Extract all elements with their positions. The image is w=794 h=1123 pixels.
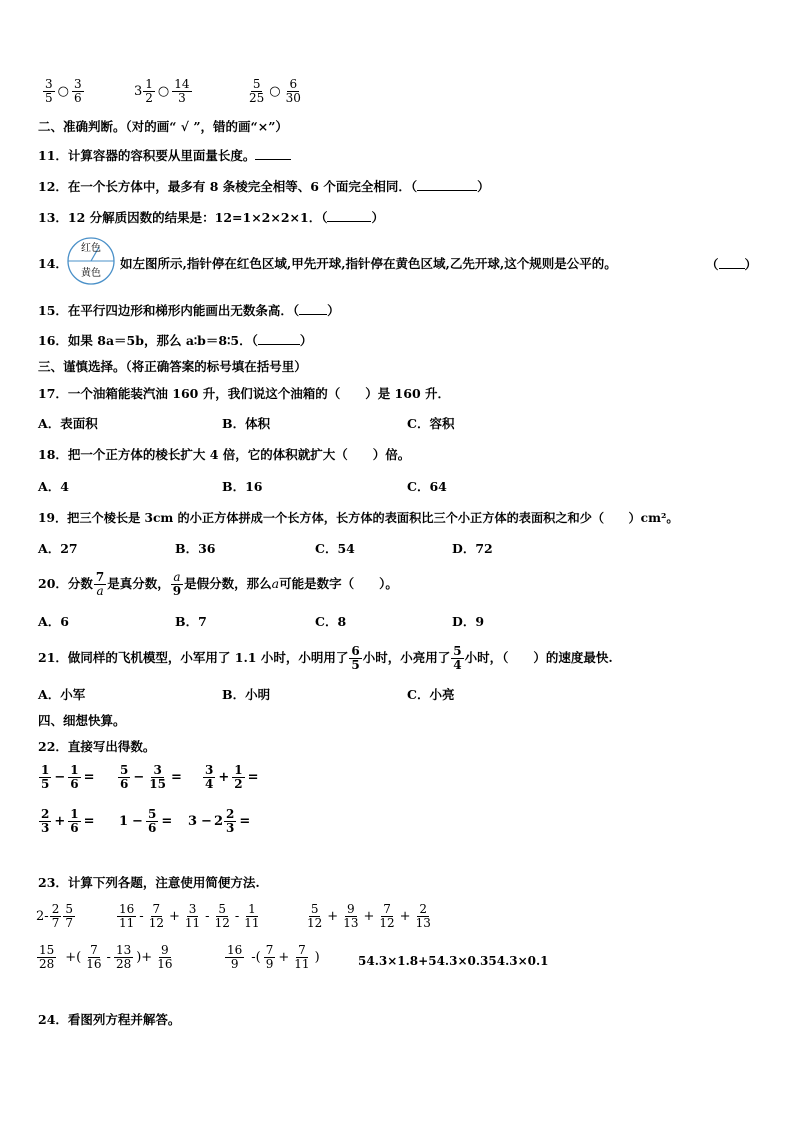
option-c[interactable]: C．8 [315, 614, 347, 629]
question-15: 15．在平行四边形和梯形内能画出无数条高．（ ） [38, 303, 340, 318]
problem-6: 54.3×1.8+54.3×0.354.3×0.1 [358, 954, 549, 968]
question-20: 20．分数 $\frac{7}{a}$ 是真分数， $\frac{a}{9}$ 是假分数，那么a可能是数字（ ）。 [38, 570, 398, 598]
fraction: $\frac{6}{30}$ [285, 77, 301, 105]
question-22-title: 22．直接写出得数。 [38, 739, 156, 754]
question-14-text: 如左图所示,指针停在红色区域,甲先开球,指针停在黄色区域,乙先开球,这个规则是公平的。 [120, 256, 617, 271]
option-d[interactable]: D．9 [452, 614, 485, 629]
question-12: 12．在一个长方体中，最多有 8 条棱完全相等、6 个面完全相同．（ ） [38, 179, 490, 194]
question-17: 17．一个油箱能装汽油 160 升，我们说这个油箱的（ ）是 160 升． [38, 386, 450, 401]
section-2-title: 二、准确判断。（对的画“ √ ”，错的画“×”） [38, 119, 288, 134]
question-21: 21．做同样的飞机模型，小军用了 1.1 小时，小明用了 $\frac{6}{5}$ 小时，小亮用了 $\frac{5}{4}$ 小时，（ ）的速度最快. [38, 644, 613, 672]
option-a[interactable]: A．表面积 [38, 416, 98, 431]
pie-label-red: 红色 [81, 243, 101, 254]
fraction: $\frac{14}{3}$ [174, 77, 190, 105]
question-23-title: 23．计算下列各题，注意使用简便方法. [38, 875, 260, 890]
fraction: $\frac{1}{2}$ [145, 77, 153, 105]
option-b[interactable]: B．小明 [222, 687, 271, 702]
pie-label-yellow: 黄色 [81, 268, 101, 279]
question-18: 18．把一个正方体的棱长扩大 4 倍，它的体积就扩大（ ）倍。 [38, 447, 411, 462]
option-a[interactable]: A．小军 [38, 687, 86, 702]
question-19: 19．把三个棱长是 3cm 的小正方体拼成一个长方体，长方体的表面积比三个小正方体的表面积之和少（ ）cm²。 [38, 511, 679, 525]
expression-6: 3 − 2 $\frac{2}{3}$ = [188, 807, 251, 835]
answer-blank[interactable] [255, 147, 291, 160]
fraction: $\frac{7}{a}$ [95, 570, 105, 598]
problem-2: $\frac{16}{11}$ - $\frac{7}{12}$ + $\frac{3}{11}$ - $\frac{5}{12}$ - $\frac{1}{11}$ [119, 902, 260, 930]
option-c[interactable]: C．64 [407, 479, 447, 494]
fraction: $\frac{6}{5}$ [351, 644, 360, 672]
section-3-title: 三、谨慎选择。（将正确答案的标号填在括号里） [38, 359, 307, 374]
compare-circle[interactable]: ○ [57, 83, 69, 99]
compare-circle[interactable]: ○ [157, 83, 170, 99]
answer-blank[interactable] [258, 332, 300, 345]
compare-item-2: 3 $\frac{1}{2}$ ○ $\frac{14}{3}$ [134, 77, 190, 105]
fraction: $\frac{a}{9}$ [172, 570, 182, 598]
question-11: 11．计算容器的容积要从里面量长度。 [38, 147, 291, 164]
expression-1: $\frac{1}{5}$ − $\frac{1}{6}$ = [41, 763, 95, 791]
compare-row [42, 78, 85, 105]
option-a[interactable]: A．4 [38, 479, 69, 494]
option-b[interactable]: B．36 [175, 541, 216, 556]
option-a[interactable]: A．6 [38, 614, 69, 629]
answer-blank[interactable] [327, 209, 371, 222]
question-13: 13．12 分解质因数的结果是：12=1×2×2×1．（ ） [38, 210, 384, 225]
answer-blank[interactable] [719, 256, 745, 269]
option-c[interactable]: C．容积 [407, 416, 455, 431]
option-c[interactable]: C．小亮 [407, 687, 455, 702]
section-4-title: 四、细想快算。 [38, 713, 126, 728]
expression-3: $\frac{3}{4}$ + $\frac{1}{2}$ = [205, 763, 259, 791]
option-b[interactable]: B．7 [175, 614, 207, 629]
fraction: $\frac{5}{25}$ [249, 77, 265, 105]
option-a[interactable]: A．27 [38, 541, 78, 556]
problem-3: $\frac{5}{12}$ + $\frac{9}{13}$ + $\frac{7}{12}$ + $\frac{2}{13}$ [307, 902, 431, 930]
fraction: $\frac{3}{5}$ [45, 77, 53, 105]
question-14-paren: （ ） [706, 257, 758, 272]
fraction: $\frac{5}{4}$ [453, 644, 462, 672]
question-24: 24．看图列方程并解答。 [38, 1012, 181, 1027]
problem-5: $\frac{16}{9}$ -( $\frac{7}{9}$ + $\frac{7}{11}$ ) [227, 943, 320, 971]
question-14-number: 14． [38, 256, 68, 271]
compare-item-3 [246, 78, 304, 105]
expression-4: $\frac{2}{3}$ + $\frac{1}{6}$ = [41, 807, 95, 835]
expression-5: 1 − $\frac{5}{6}$ = [119, 807, 173, 835]
spinner-pie [66, 236, 116, 286]
answer-blank[interactable] [417, 178, 477, 191]
fraction: $\frac{3}{6}$ [73, 77, 82, 105]
option-b[interactable]: B．体积 [222, 416, 271, 431]
answer-blank[interactable] [299, 302, 327, 315]
expression-2: $\frac{5}{6}$ − $\frac{3}{15}$ = [120, 763, 182, 791]
compare-circle[interactable]: ○ [269, 83, 281, 99]
problem-1: 2- $\frac{2}{7}$ $\frac{5}{7}$ [36, 902, 73, 930]
option-b[interactable]: B．16 [222, 479, 263, 494]
option-d[interactable]: D．72 [452, 541, 493, 556]
problem-4: $\frac{15}{28}$ +( $\frac{7}{16}$ - $\frac{13}{28}$ )+ $\frac{9}{16}$ [39, 943, 173, 971]
option-c[interactable]: C．54 [315, 541, 355, 556]
question-16: 16．如果 8a＝5b，那么 a∶b＝8∶5．（ ） [38, 333, 313, 348]
